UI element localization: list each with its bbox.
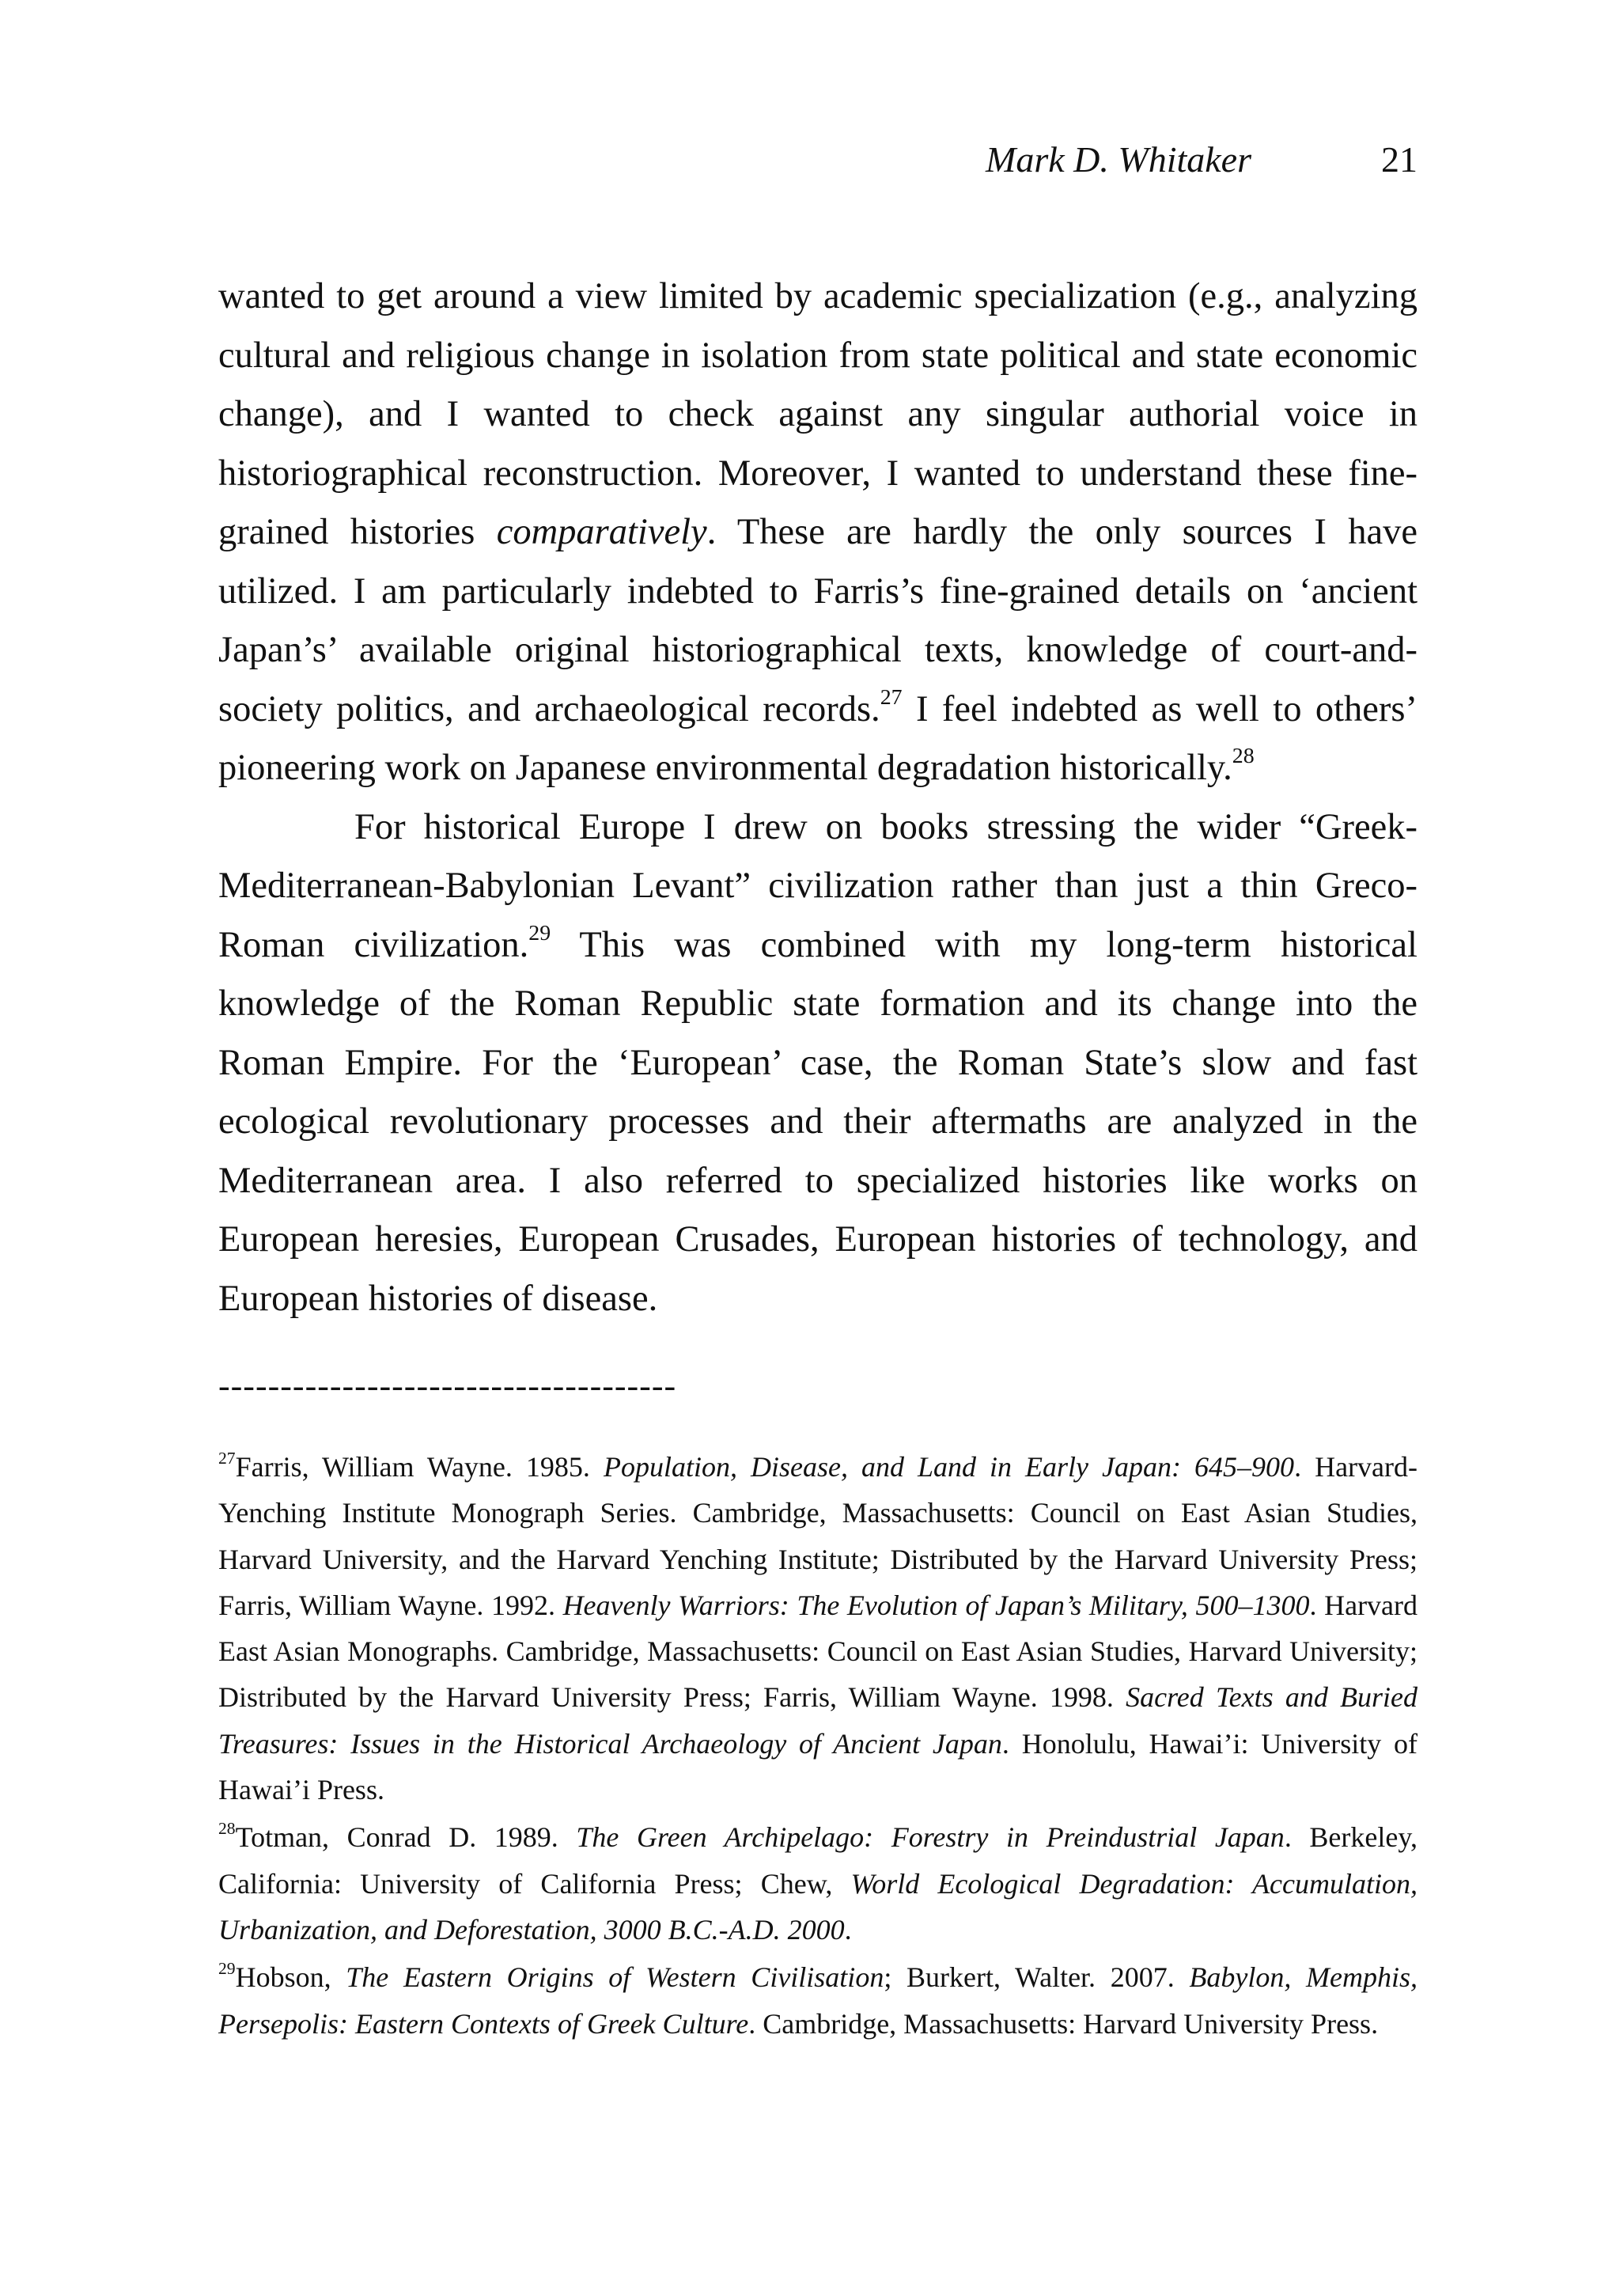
footnote-title: The Green Archipelago: Forestry in Preindustrial Japan: [576, 1821, 1285, 1854]
footnote-text: .: [844, 1913, 852, 1946]
footnote-ref-29: 29: [528, 920, 551, 945]
footnote-ref-28: 28: [1232, 744, 1255, 769]
paragraph-2-text-b: This was combined with my long-term historical knowledge of the Roman Republic state formation and its change into the Roman Empire. For the ‘European’ case, the Roman State’s slow and fast ecological revolutionary processes and their aftermaths are analyzed in the Mediterranean area. I also referred to specialized histories like works on European heresies, European Crusades, European histories of technology, and European histories of disease.: [218, 924, 1418, 1319]
page-number: 21: [1381, 139, 1418, 180]
paragraph-2-text-a: For historical Europe I drew on books stressing the wider “Greek-Mediterranean-Babylonian Levant” civilization rather than just a thin Greco-Roman civilization.: [218, 806, 1418, 965]
footnote-text: . Cambridge, Massachusetts: Harvard University Press.: [748, 2007, 1379, 2040]
page-header: [218, 136, 1418, 184]
footnote-title: Sacred Texts and Buried Treasures: Issues in the Historical Archaeology of Ancient Japan: [218, 1681, 1418, 1760]
paragraph-1-emphasis: comparatively: [496, 512, 707, 552]
footnote-text: . Harvard East Asian Monographs. Cambridge, Massachusetts: Council on East Asian Studies, Harvard University; Distributed by the Harvard University Press; Farris, William Wayne. 1998.: [218, 1589, 1418, 1714]
footnote-text: Totman, Conrad D. 1989.: [235, 1821, 577, 1854]
footnote-27: [218, 1444, 1418, 1813]
footnotes: [218, 1444, 1418, 2048]
footnote-text: . Berkeley, California: University of California Press; Chew,: [218, 1821, 1418, 1900]
footnote-text: Hobson,: [235, 1961, 346, 1994]
paragraph-1-text-a: wanted to get around a view limited by academic specialization (e.g., analyzing cultural and religious change in isolation from state political and state economic change), and I wanted to check against any singular authorial voice in historiographical reconstruction. Moreover, I wanted to understand these fine-grained histories: [218, 276, 1418, 552]
footnote-28: [218, 1814, 1418, 1953]
running-head-author: Mark D. Whitaker: [986, 139, 1251, 180]
footnote-text: Farris, William Wayne. 1985.: [235, 1451, 604, 1483]
paragraph-2: [218, 798, 1418, 1329]
footnote-text: ; Burkert, Walter. 2007.: [884, 1961, 1190, 1994]
footnote-title: World Ecological Degradation: Accumulation, Urbanization, and Deforestation, 3000 B.C.-A.D. 2000: [218, 1867, 1418, 1946]
footnote-ref-27: 27: [880, 684, 903, 710]
footnote-number: 27: [218, 1448, 236, 1468]
paragraph-1: [218, 267, 1418, 798]
footnote-title: Population, Disease, and Land in Early Japan: 645–900: [603, 1451, 1295, 1483]
paragraph-1-text-b: . These are hardly the only sources I have utilized. I am particularly indebted to Farris’s fine-grained details on ‘ancient Japan’s’ available original historiographical texts, knowledge of court-and-society politics, and archaeological records.: [218, 512, 1418, 729]
footnote-number: 28: [218, 1819, 236, 1839]
footnote-text: . Honolulu, Hawai’i: University of Hawai’i Press.: [218, 1727, 1418, 1806]
footnote-title: Babylon, Memphis, Persepolis: Eastern Contexts of Greek Culture: [218, 1961, 1418, 2040]
paragraph-1-text-c: I feel indebted as well to others’ pioneering work on Japanese environmental degradation historically.: [218, 688, 1418, 788]
footnote-29: [218, 1954, 1418, 2047]
footnote-title: The Eastern Origins of Western Civilisation: [346, 1961, 884, 1994]
main-text: [218, 267, 1418, 1328]
footnote-separator: -------------------------------------: [218, 1366, 677, 1405]
footnote-number: 29: [218, 1959, 236, 1979]
footnote-title: Heavenly Warriors: The Evolution of Japan’s Military, 500–1300: [562, 1589, 1310, 1621]
footnote-text: . Harvard-Yenching Institute Monograph Series. Cambridge, Massachusetts: Council on East Asian Studies, Harvard University, and the Harvard Yenching Institute; Distributed by the Harvard University Press; Farris, William Wayne. 1992.: [218, 1451, 1418, 1621]
